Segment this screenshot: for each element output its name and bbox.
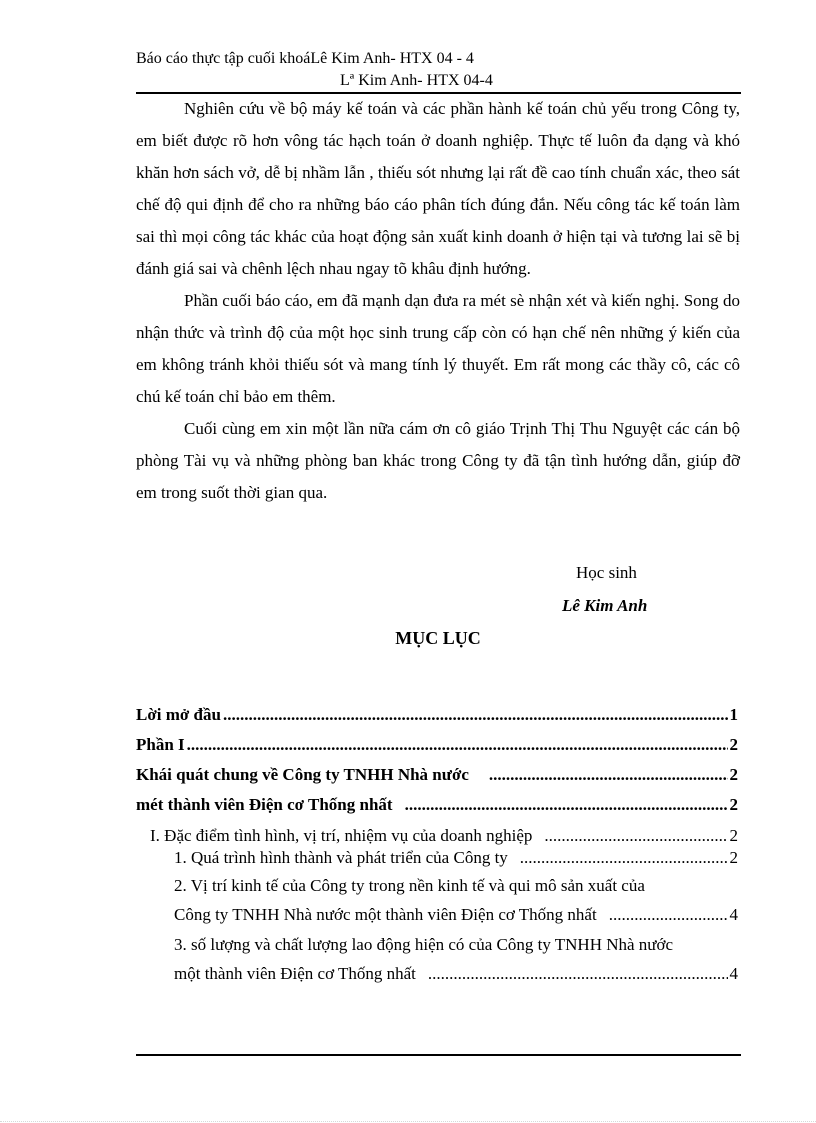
toc-leader (489, 760, 728, 789)
footer-rule (136, 1054, 741, 1056)
toc-entry (136, 790, 738, 819)
toc-entry (136, 760, 738, 789)
toc-entry-text: Lời mở đầu (136, 705, 221, 724)
running-header-author: Lª Kim Anh- HTX 04-4 (340, 72, 493, 89)
toc-entry-text: mét thành viên Điện cơ Thống nhất (136, 795, 393, 814)
signature-role: Học sinh (576, 563, 637, 582)
toc-leader (187, 730, 728, 759)
paragraph: Phần cuối báo cáo, em đã mạnh dạn đưa ra mét sè nhận xét và kiến nghị. Song do nhận thức và trình độ của một học sinh trung cấp còn có hạn chế nên những ý kiến của em không tránh khỏi thiếu sót và mang tính lý thuyết. Em rất mong các thầy cô, các cô chú kế toán chỉ bảo em thêm. (136, 291, 740, 406)
toc-leader (405, 790, 728, 819)
running-header: Báo cáo thực tập cuối khoáLê Kim Anh- HTX 04 - 4 (136, 50, 474, 67)
toc-entry (136, 700, 738, 729)
toc-entry-page: 2 (729, 826, 738, 845)
paragraph: Cuối cùng em xin một lần nữa cám ơn cô giáo Trịnh Thị Thu Nguyệt các cán bộ phòng Tài vụ và những phòng ban khác trong Công ty đã tận tình hướng dẫn, giúp đỡ em trong suốt thời gian qua. (136, 419, 740, 502)
toc-entry-page: 2 (729, 735, 738, 754)
toc-entry-text: 2. Vị trí kinh tế của Công ty trong nền kinh tế và qui mô sản xuất của (174, 876, 645, 895)
toc-leader (223, 700, 728, 729)
toc-entry-text: 3. số lượng và chất lượng lao động hiện có của Công ty TNHH Nhà nước (174, 935, 674, 954)
toc-entry-text: Công ty TNHH Nhà nước một thành viên Điện cơ Thống nhất (174, 905, 597, 924)
toc-entry (174, 930, 738, 988)
toc-entry-text: 1. Quá trình hình thành và phát triển của Công ty (174, 848, 508, 867)
toc-entry-page: 4 (729, 905, 738, 924)
toc-leader (428, 959, 728, 988)
signature-name: Lê Kim Anh (562, 596, 648, 615)
toc-entry-page: 2 (729, 848, 738, 867)
toc-entry-page: 2 (729, 795, 738, 814)
paragraph: Nghiên cứu về bộ máy kế toán và các phần hành kế toán chủ yếu trong Công ty, em biết được rõ hơn vông tác hạch toán ở doanh nghiệp. Thực tế luôn đa dạng và khó khăn hơn sách vở, dễ bị nhầm lẫn , thiếu sót nhưng lại rất đề cao tính chuẩn xác, theo sát chế độ qui định để cho ra những báo cáo phân tích đúng đắn. Nếu công tác kế toán làm sai thì mọi công tác khác của hoạt động sản xuất kinh doanh ở hiện tại và tương lai sẽ bị đánh giá sai và chênh lệch nhau ngay tõ khâu định hướng. (136, 99, 740, 278)
toc-entry (174, 871, 738, 929)
toc-entry-page: 4 (729, 964, 738, 983)
toc-entry (174, 843, 738, 872)
toc-entry-text: Phần I (136, 735, 185, 754)
toc-entry (136, 730, 738, 759)
toc-entry-text: I. Đặc điểm tình hình, vị trí, nhiệm vụ của doanh nghiệp (150, 826, 533, 845)
toc-title: MỤC LỤC (395, 628, 481, 648)
body-text (136, 93, 740, 509)
page-edge-divider (0, 1121, 816, 1122)
toc-leader (520, 843, 728, 872)
toc-entry-text: một thành viên Điện cơ Thống nhất (174, 964, 416, 983)
toc-leader (609, 900, 728, 929)
toc-entry-page: 2 (729, 765, 738, 784)
toc-entry-text: Khái quát chung về Công ty TNHH Nhà nước (136, 765, 469, 784)
toc-entry-page: 1 (729, 705, 738, 724)
